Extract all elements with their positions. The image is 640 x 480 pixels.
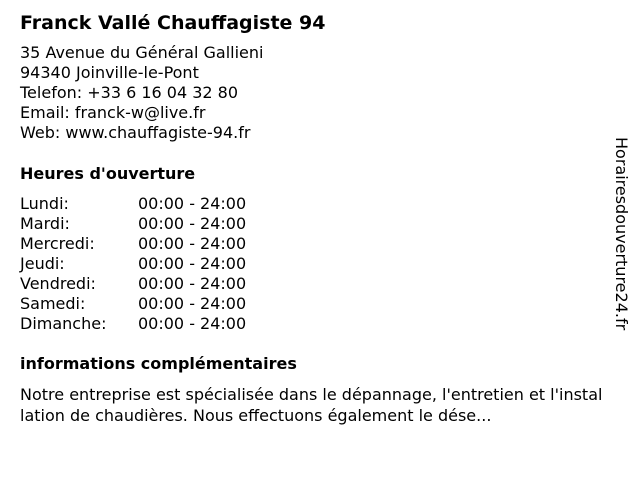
day-label: Jeudi: <box>20 254 65 273</box>
time-range: 00:00 - 24:00 <box>138 214 247 233</box>
day-label: Lundi: <box>20 194 69 213</box>
hours-row-thursday <box>20 254 280 274</box>
hours-row-monday <box>20 194 280 214</box>
day-label: Dimanche: <box>20 314 107 333</box>
phone-line: Telefon: +33 6 16 04 32 80 <box>20 83 239 102</box>
time-range: 00:00 - 24:00 <box>138 274 247 293</box>
hours-row-friday <box>20 274 280 294</box>
web-line: Web: www.chauffagiste-94.fr <box>20 123 251 142</box>
hours-row-wednesday <box>20 234 280 254</box>
address-line-1: 35 Avenue du Général Gallieni <box>20 43 264 62</box>
day-label: Samedi: <box>20 294 86 313</box>
hours-row-tuesday <box>20 214 280 234</box>
day-label: Mardi: <box>20 214 70 233</box>
info-heading: informations complémentaires <box>20 354 297 373</box>
hours-row-saturday <box>20 294 280 314</box>
email-line: Email: franck-w@live.fr <box>20 103 206 122</box>
day-label: Mercredi: <box>20 234 95 253</box>
business-description: Notre entreprise est spécialisée dans le dépannage, l'entretien et l'installation de chaudières. Nous effectuons également le dése... <box>20 385 603 425</box>
hours-heading: Heures d'ouverture <box>20 164 196 183</box>
time-range: 00:00 - 24:00 <box>138 234 247 253</box>
time-range: 00:00 - 24:00 <box>138 254 247 273</box>
day-label: Vendredi: <box>20 274 96 293</box>
contact-block <box>20 43 263 143</box>
time-range: 00:00 - 24:00 <box>138 194 247 213</box>
address-line-2: 94340 Joinville-le-Pont <box>20 63 199 82</box>
time-range: 00:00 - 24:00 <box>138 294 247 313</box>
business-name: Franck Vallé Chauffagiste 94 <box>20 12 326 34</box>
time-range: 00:00 - 24:00 <box>138 314 247 333</box>
site-watermark: Horairesdouverture24.fr <box>612 137 631 331</box>
hours-row-sunday <box>20 314 280 334</box>
opening-hours-list <box>20 194 280 334</box>
